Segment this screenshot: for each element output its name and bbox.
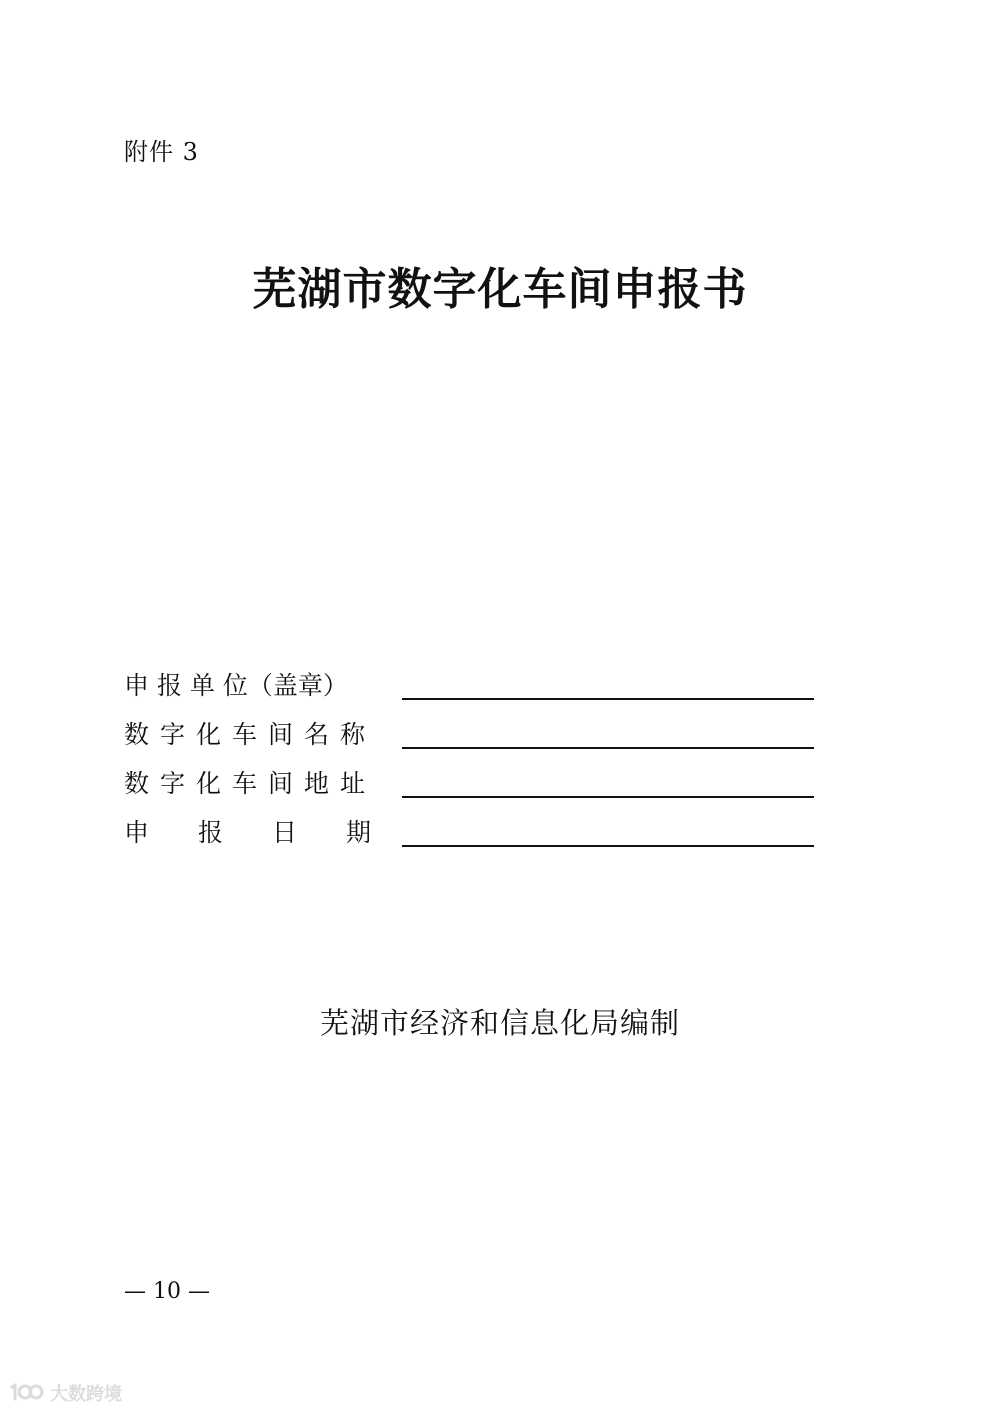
field-label-workshop-address: 数字化车间地址 [124,769,377,798]
form-field-applicant [124,668,824,717]
editor-organization: 芜湖市经济和信息化局编制 [319,1006,680,1040]
watermark-text: 大数跨境 [50,1384,122,1405]
field-line-workshop-address[interactable] [402,796,814,798]
watermark [10,1378,122,1408]
field-label-applicant: 申 报 单 位（盖章） [124,671,348,700]
page-number: — 10 — [124,1279,210,1304]
field-label-date: 申报日期 [124,818,421,847]
attachment-label: 附件 3 [124,138,199,166]
document-title: 芜湖市数字化车间申报书 [252,264,748,315]
field-line-date[interactable] [402,845,814,847]
logo-bubble-icon [10,1381,44,1405]
field-label-workshop-name: 数字化车间名称 [124,720,377,749]
application-form [124,668,824,864]
form-field-workshop-address [124,766,824,815]
form-field-workshop-name [124,717,824,766]
form-field-date [124,815,824,864]
field-line-applicant[interactable] [402,698,814,700]
field-line-workshop-name[interactable] [402,747,814,749]
